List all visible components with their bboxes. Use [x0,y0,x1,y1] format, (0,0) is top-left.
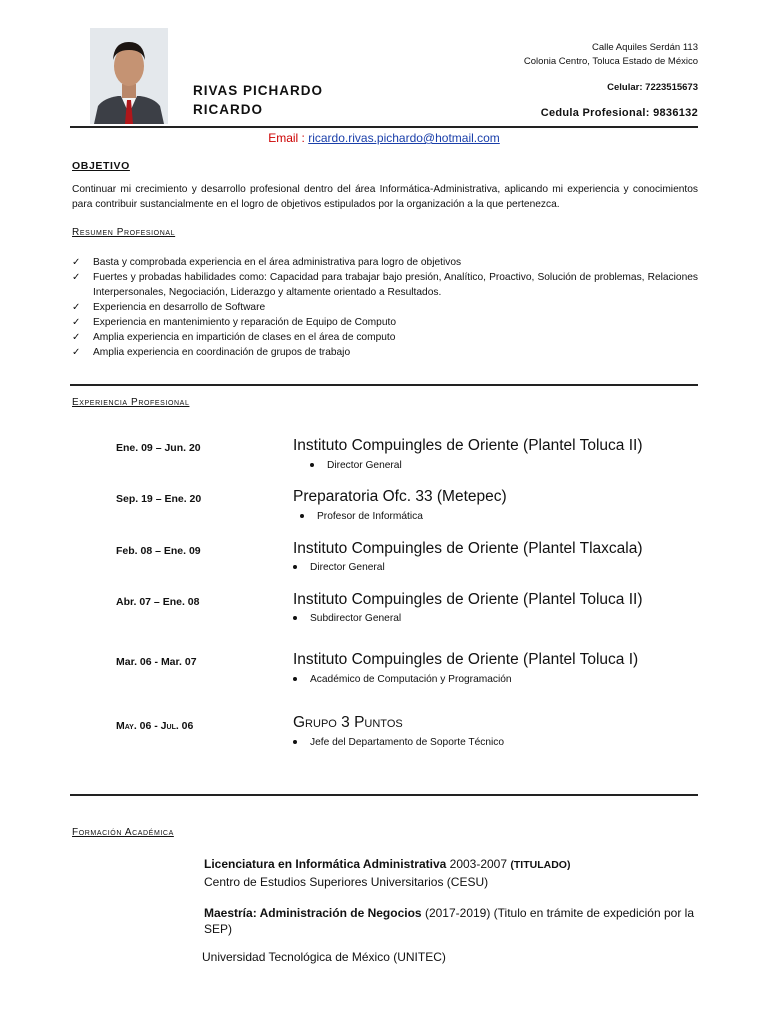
job-1-org: Instituto Compuingles de Oriente (Plantel Toluca II) [293,437,643,454]
bullet-icon [293,677,297,681]
phone-label: Celular: [607,82,643,93]
bullet-icon [293,565,297,569]
formacion-heading: Formación Académica [72,827,174,838]
objetivo-heading: OBJETIVO [72,160,130,172]
job-4-role: Subdirector General [293,613,401,624]
header-divider [70,126,698,128]
list-item: ✓ Basta y comprobada experiencia en el área administrativa para logro de objetivos [72,257,462,268]
degree-2-school: Universidad Tecnológica de México (UNITEC) [202,950,446,964]
checkmark-icon: ✓ [72,347,81,358]
list-item: ✓ Fuertes y probadas habilidades como: Capacidad para trabajar bajo presión, Analítico, Proactivo, Solución de problemas, Relaciones Interpersonales, Negociación, Liderazgo y altamente orientado a Resultados. [72,272,698,298]
list-item: ✓ Amplia experiencia en impartición de clases en el área de computo [72,332,396,343]
job-2-role: Profesor de Informática [300,511,423,522]
bullet-icon [310,463,314,467]
degree-1-status: (TITULADO) [510,859,571,871]
degree-2 [204,905,698,937]
job-5-role: Académico de Computación y Programación [293,674,512,685]
section-divider [70,384,698,386]
checkmark-icon: ✓ [72,332,81,343]
email-link[interactable]: ricardo.rivas.pichardo@hotmail.com [308,131,500,145]
job-3-role: Director General [293,562,385,573]
cedula-line [541,107,698,119]
list-item: ✓ Experiencia en desarrollo de Software [72,302,266,313]
job-6-date: May. 06 - Jul. 06 [116,720,194,732]
job-1-role: Director General [310,460,402,471]
address-line-2: Colonia Centro, Toluca Estado de México [523,56,698,67]
experiencia-heading: Experiencia Profesional [72,397,190,408]
profile-photo [90,28,168,124]
job-6-role: Jefe del Departamento de Soporte Técnico [293,737,504,748]
degree-2-title: Maestría: Administración de Negocios [204,906,422,920]
phone-number: 7223515673 [645,82,698,93]
job-4-org: Instituto Compuingles de Oriente (Plantel Toluca II) [293,591,643,608]
checkmark-icon: ✓ [72,302,81,313]
cedula-label: Cedula Profesional: [540,107,650,119]
phone-line [607,82,698,93]
email-label: Email : [268,131,305,145]
job-5-date: Mar. 06 - Mar. 07 [116,656,197,668]
degree-1-title: Licenciatura en Informática Administrativa [204,857,447,871]
job-6-org: Grupo 3 Puntos [293,714,403,731]
portrait-illustration [90,28,168,124]
bullet-icon [293,616,297,620]
job-3-date: Feb. 08 – Ene. 09 [116,545,201,557]
email-line [0,131,768,145]
checkmark-icon: ✓ [72,257,81,268]
bullet-icon [300,514,304,518]
degree-2-note: (2017-2019) (Titulo en trámite de expedición por la SEP) [204,906,694,936]
objetivo-text: Continuar mi crecimiento y desarrollo profesional dentro del área Informática-Administrativa, aplicando mi experiencia y conocimientos para contribuir sustancialmente en el logro de objetivos estipulados por la organización a la que pertenezca. [72,184,698,210]
name-first: RICARDO [193,102,263,117]
job-2-date: Sep. 19 – Ene. 20 [116,493,202,505]
list-item: ✓ Experiencia en mantenimiento y reparación de Equipo de Computo [72,317,396,328]
cedula-number: 9836132 [653,107,698,119]
degree-1-school: Centro de Estudios Superiores Universitarios (CESU) [204,875,489,889]
degree-1-years: 2003-2007 [449,857,508,871]
job-5-org: Instituto Compuingles de Oriente (Plantel Toluca I) [293,651,639,668]
job-3-org: Instituto Compuingles de Oriente (Plantel Tlaxcala) [293,540,643,557]
resumen-heading: Resumen Profesional [72,227,176,238]
section-divider [70,794,698,796]
list-item: ✓ Amplia experiencia en coordinación de grupos de trabajo [72,347,351,358]
bullet-icon [293,740,297,744]
job-2-org: Preparatoria Ofc. 33 (Metepec) [293,488,507,505]
name-last: RIVAS PICHARDO [193,83,324,98]
address-line-1: Calle Aquiles Serdán 113 [592,42,698,53]
checkmark-icon: ✓ [72,317,81,328]
resumen-list [72,255,698,360]
checkmark-icon: ✓ [72,272,81,283]
degree-1 [204,857,570,871]
job-1-date: Ene. 09 – Jun. 20 [116,442,201,454]
job-4-date: Abr. 07 – Ene. 08 [116,596,200,608]
